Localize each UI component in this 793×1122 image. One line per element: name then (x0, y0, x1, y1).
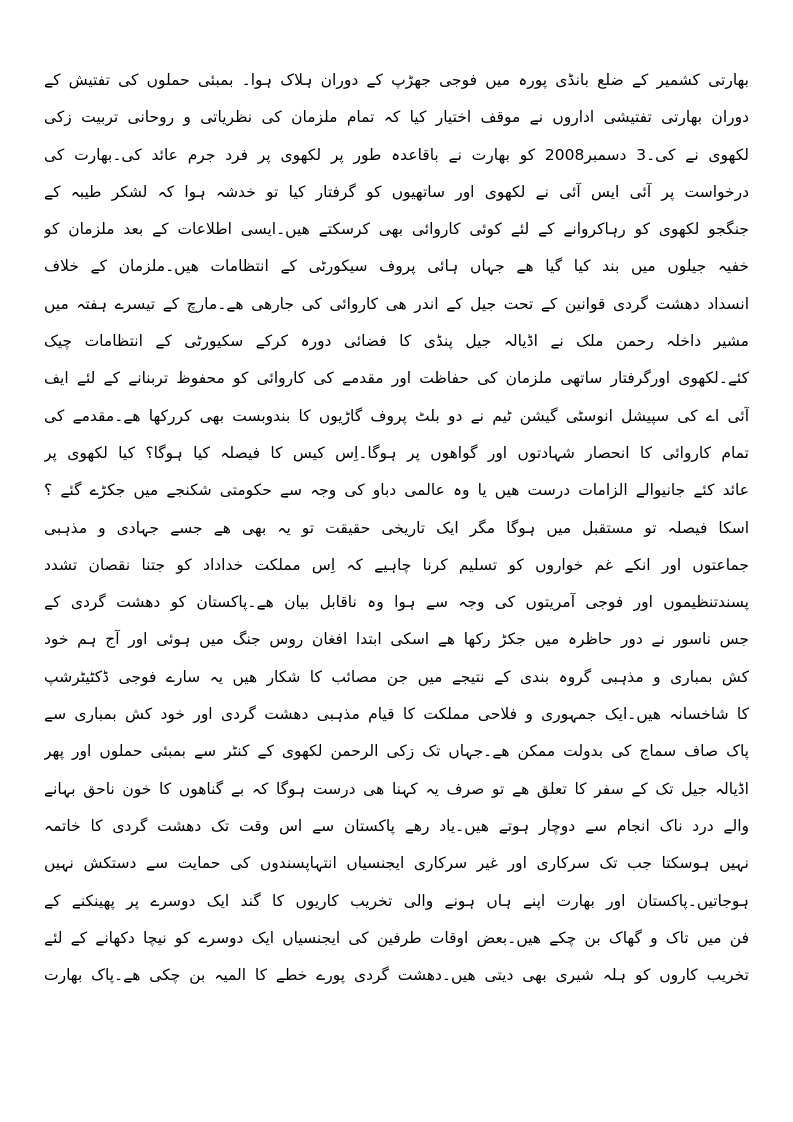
text-line: بھارتی کشمیر کے ضلع بانڈی پورہ میں فوجی جھڑپ کے دوران ہلاک ہوا۔ بمبئی حملوں کی تفتیش کے (44, 71, 749, 89)
text-line: تمام کاروائی کا انحصار شہادتوں اور گواھوں پر ہوگا۔اِس کیس کا فیصلہ کیا ہوگا؟ کیا لکھوی پر (44, 443, 749, 462)
text-line: تخریب کاروں کو ہلہ شیری بھی دیتی ھیں۔دھشت گردی پورے خطے کا المیہ بن چکی ھے۔پاک بھارت (44, 966, 749, 985)
text-line: مشیر داخلہ رحمن ملک نے اڈیالہ جیل پنڈی کا فضائی دورہ کرکے سکیورٹی کے انتظامات چیک (44, 332, 749, 351)
text-line: نہیں ہوسکتا جب تک سرکاری اور غیر سرکاری ایجنسیاں انتہاپسندوں کی حمایت سے دستکش نہیں (44, 854, 749, 873)
text-line: جس ناسور نے دور حاظرہ میں جکڑ رکھا ھے اسکی ابتدا افغان روس جنگ میں ہوئی اور آج ہم خود (44, 630, 749, 649)
urdu-text-body (44, 62, 749, 994)
text-line: آئی اے کی سپیشل انوسٹی گیشن ٹیم نے دو بلٹ پروف گاڑیوں کا بندوبست بھی کررکھا ھے۔مقدمے کی (44, 406, 749, 425)
text-line: لکھوی نے کی۔3 دسمبر2008 کو بھارت نے باقاعدہ طور پر لکھوی پر فرد جرم عائد کی۔بھارت کی (44, 145, 749, 164)
text-line: عائد کئے جانیوالے الزامات درست ھیں یا وہ عالمی دباو کی وجہ سے حکومتی شکنجے میں جکڑے گئے ؟ (44, 481, 749, 500)
text-line: اڈیالہ جیل تک کے سفر کا تعلق ھے تو صرف یہ کہنا ھی درست ہوگا کہ بے گناھوں کا خون ناحق بہانے (44, 779, 749, 798)
text-line: اسکا فیصلہ تو مستقبل میں ہوگا مگر ایک تاریخی حقیقت تو یہ بھی ھے جسے جہادی و مذہبی (44, 518, 749, 537)
text-line: والے درد ناک انجام سے دوچار ہوتے ھیں۔یاد رھے پاکستان سے اس وقت تک دھشت گردی کا خاتمہ (44, 816, 749, 835)
text-line: کا شاخسانہ ھیں۔ایک جمہوری و فلاحی مملکت کا قیام مذہبی دھشت گردی اور خود کش بمباری سے (44, 705, 749, 724)
text-line: جماعتوں اور انکے غم خواروں کو تسلیم کرنا چاہیے کہ اِس مملکت خداداد کو جتنا نقصان تشدد (44, 555, 749, 574)
text-line: ہوجاتیں۔پاکستان اور بھارت اپنے ہاں ہونے والی تخریب کاریوں کا گند ایک دوسرے پر پھینکنے کے (44, 891, 749, 910)
text-line: انسداد دھشت گردی قوانین کے تحت جیل کے اندر ھی کاروائی کی جارھی ھے۔مارچ کے تیسرے ہفتہ میں (44, 294, 749, 313)
text-line: دوران بھارتی تفتیشی اداروں نے موقف اختیار کیا کہ تمام ملزمان کی نظریاتی و روحانی تربیت زکی (44, 108, 749, 127)
text-line: خفیہ جیلوں میں بند کیا گیا ھے جہاں ہائی پروف سیکورٹی کے انتظامات ھیں۔ملزمان کے خلاف (44, 257, 749, 276)
text-line: درخواست پر آئی ایس آئی نے لکھوی اور ساتھیوں کو گرفتار کیا تو خدشہ ہوا کہ لشکر طیبہ کے (44, 182, 749, 201)
text-line: جنگجو لکھوی کو رہاکروانے کے لئے کوئی کاروائی بھی کرسکتے ھیں۔ایسی اطلاعات کے بعد ملزمان کو (44, 220, 749, 239)
text-line: کئے۔لکھوی اورگرفتار ساتھی ملزمان کی حفاظت اور مقدمے کی کاروائی کو محفوظ تربنانے کے لئے ایف (44, 369, 749, 388)
text-line: کش بمباری و مذہبی گروہ بندی کے نتیجے میں جن مصائب کا شکار ھیں یہ سارے فوجی ڈکٹیٹرشپ (44, 667, 749, 686)
text-line: فن میں تاک و گھاک بن چکے ھیں۔بعض اوقات طرفین کی ایجنسیاں ایک دوسرے کو نیچا دکھانے کے لئے (44, 928, 749, 947)
text-line: پسندتنظیموں اور فوجی آمریتوں کی وجہ سے ہوا وہ ناقابل بیان ھے۔پاکستان کو دھشت گردی کے (44, 593, 749, 612)
text-line: پاک صاف سماج کی بدولت ممکن ھے۔جہاں تک زکی الرحمن لکھوی کے کنٹر سے بمبئی حملوں اور پھر (44, 742, 749, 761)
